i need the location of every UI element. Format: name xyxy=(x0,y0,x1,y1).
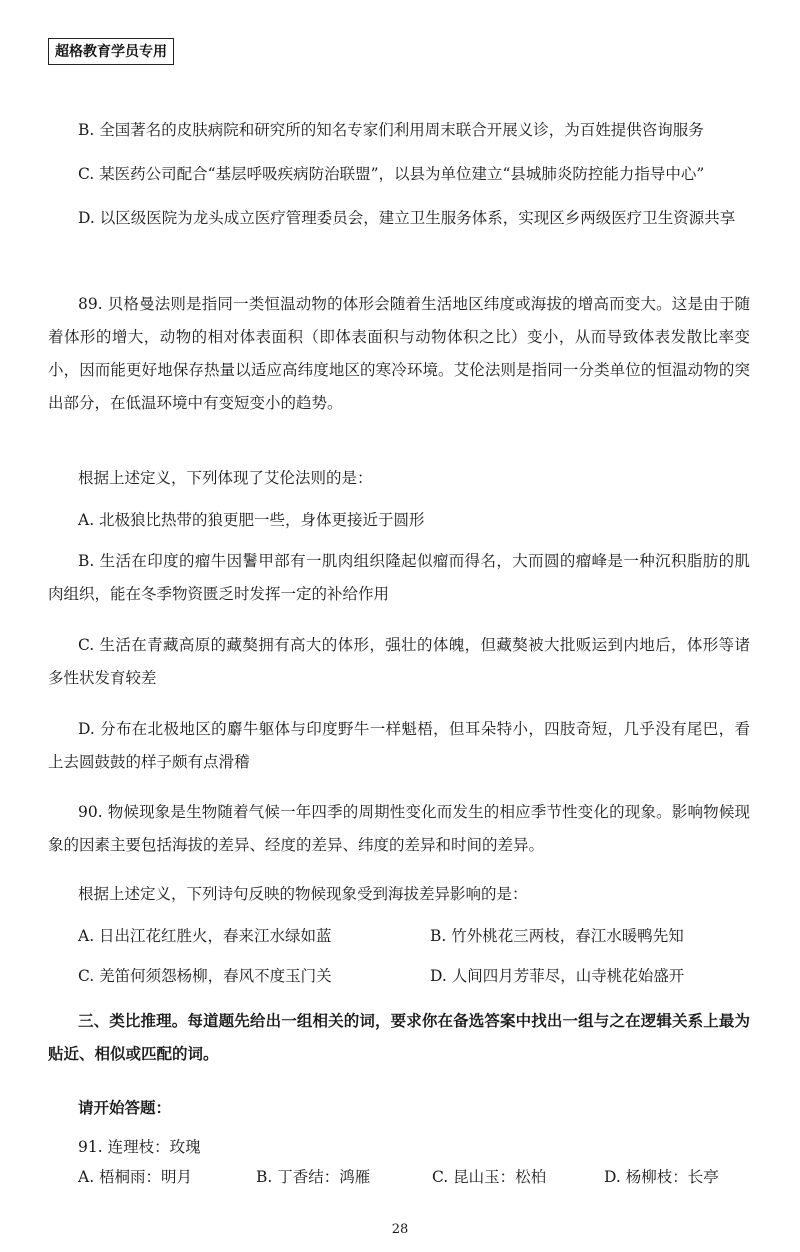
q90-prompt: 根据上述定义，下列诗句反映的物候现象受到海拔差异影响的是： xyxy=(78,885,528,903)
q89-stem: 89. 贝格曼法则是指同一类恒温动物的体形会随着生活地区纬度或海拔的增高而变大。这是由于随着体形的增大，动物的相对体表面积（即体表面积与动物体积之比）变小，从而导致体表发散比率变小，因而能更好地保存热量以适应高纬度地区的寒冷环境。艾伦法则是指同一分类单位的恒温动物的突出部分，在低温环境中有变短变小的趋势。 xyxy=(48,295,750,412)
q88-option-c: C. 某医药公司配合“基层呼吸疾病防治联盟”，以县为单位建立“县城肺炎防控能力指导中心” xyxy=(78,165,705,183)
page-number: 28 xyxy=(391,1222,409,1237)
q91-option-b: B. 丁香结：鸿雁 xyxy=(256,1168,371,1186)
q90-option-c: C. 羌笛何须怨杨柳，春风不度玉门关 xyxy=(78,967,332,985)
q90-option-b: B. 竹外桃花三两枝，春江水暖鸭先知 xyxy=(430,927,684,945)
q91-stem: 91. 连理枝：玫瑰 xyxy=(78,1138,201,1156)
q91-option-c: C. 昆山玉：松柏 xyxy=(432,1168,547,1186)
q91-option-a: A. 梧桐雨：明月 xyxy=(78,1168,193,1186)
section3-heading: 三、类比推理。每道题先给出一组相关的词，要求你在备选答案中找出一组与之在逻辑关系上最为贴近、相似或匹配的词。 xyxy=(48,1012,750,1063)
q89-option-a: A. 北极狼比热带的狼更肥一些，身体更接近于圆形 xyxy=(78,511,425,529)
section3-start-prompt: 请开始答题： xyxy=(78,1099,172,1117)
header-label: 超格教育学员专用 xyxy=(48,38,174,65)
q88-option-b: B. 全国著名的皮肤病院和研究所的知名专家们利用周末联合开展义诊，为百姓提供咨询服务 xyxy=(78,121,704,139)
q90-option-a: A. 日出江花红胜火，春来江水绿如蓝 xyxy=(78,927,332,945)
q89-option-d: D. 分布在北极地区的麝牛躯体与印度野牛一样魁梧，但耳朵特小，四肢奇短，几乎没有尾巴，看上去圆鼓鼓的样子颇有点滑稽 xyxy=(48,720,750,771)
q89-option-c: C. 生活在青藏高原的藏獒拥有高大的体形，强壮的体魄，但藏獒被大批贩运到内地后，体形等诸多性状发育较差 xyxy=(48,636,750,687)
q90-stem: 90. 物候现象是生物随着气候一年四季的周期性变化而发生的相应季节性变化的现象。影响物候现象的因素主要包括海拔的差异、经度的差异、纬度的差异和时间的差异。 xyxy=(48,803,750,854)
q89-prompt: 根据上述定义，下列体现了艾伦法则的是： xyxy=(78,469,373,487)
q89-option-b: B. 生活在印度的瘤牛因鬐甲部有一肌肉组织隆起似瘤而得名，大而圆的瘤峰是一种沉积脂肪的肌肉组织，能在冬季物资匮乏时发挥一定的补给作用 xyxy=(48,552,750,603)
q90-option-d: D. 人间四月芳菲尽，山寺桃花始盛开 xyxy=(430,967,685,985)
q88-option-d: D. 以区级医院为龙头成立医疗管理委员会，建立卫生服务体系，实现区乡两级医疗卫生资源共享 xyxy=(78,209,736,227)
q91-option-d: D. 杨柳枝：长亭 xyxy=(604,1168,719,1186)
